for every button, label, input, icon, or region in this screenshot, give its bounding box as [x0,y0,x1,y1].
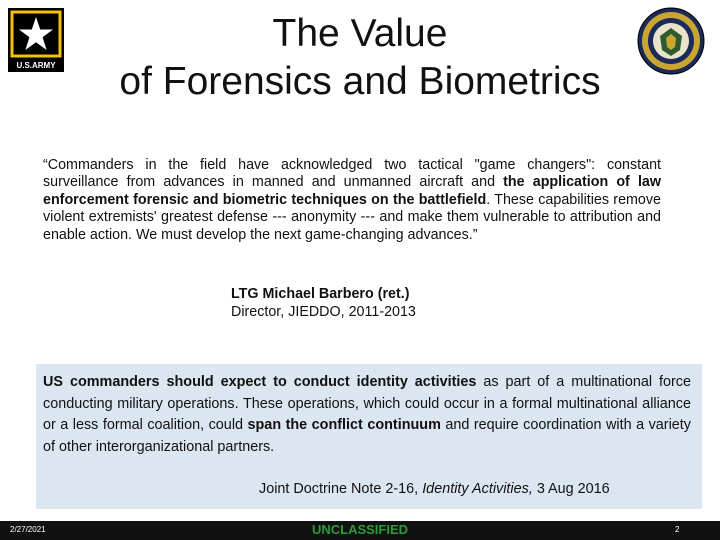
doctrine-bold-2: span the conflict continuum [247,417,441,434]
page-number: 2 [675,525,680,534]
doctrine-bold-1: US commanders should expect to conduct identity activities [43,374,477,390]
doctrine-text-1: as part of a multinational force conducting military operations. These operations, which could occur in a formal multinational alliance or a less formal coalition, could [43,374,691,434]
army-star-logo-icon [8,8,64,72]
quote-text-2: . These capabilities remove violent extremists' greatest defense --- anonymity --- and make them vulnerable to attribution and enable action. We must develop the next game-changing advances.” [43,191,661,243]
doctrine-source-prefix: Joint Doctrine Note 2-16, [259,481,423,497]
title-line-2: of Forensics and Biometrics [119,60,601,103]
page-title [70,10,650,106]
army-logo-text: U.S.ARMY [16,61,56,70]
footer-date: 2/27/2021 [10,525,46,534]
quote-text-1: “Commanders in the field have acknowledged two tactical "game changers": constant surveillance from advances in manned and unmanned aircraft and [43,157,661,191]
quote-attribution [231,286,416,321]
footer-bar [0,521,720,540]
doctrine-source-title: Identity Activities, [422,481,533,497]
title-line-1: The Value [272,12,448,55]
attribution-name: LTG Michael Barbero (ret.) [231,286,410,302]
doctrine-source-suffix: 3 Aug 2016 [532,481,610,497]
doctrine-quote [43,372,691,459]
doctrine-text-2: and require coordination with a variety of other interorganizational partners. [43,417,691,456]
doctrine-source [259,481,610,497]
classification-label: UNCLASSIFIED [311,522,409,537]
quote-bold-1: the application of law enforcement forensic and biometric techniques on the battlefield [43,174,661,208]
barbero-quote [43,157,661,244]
attribution-role: Director, JIEDDO, 2011-2013 [231,303,416,320]
